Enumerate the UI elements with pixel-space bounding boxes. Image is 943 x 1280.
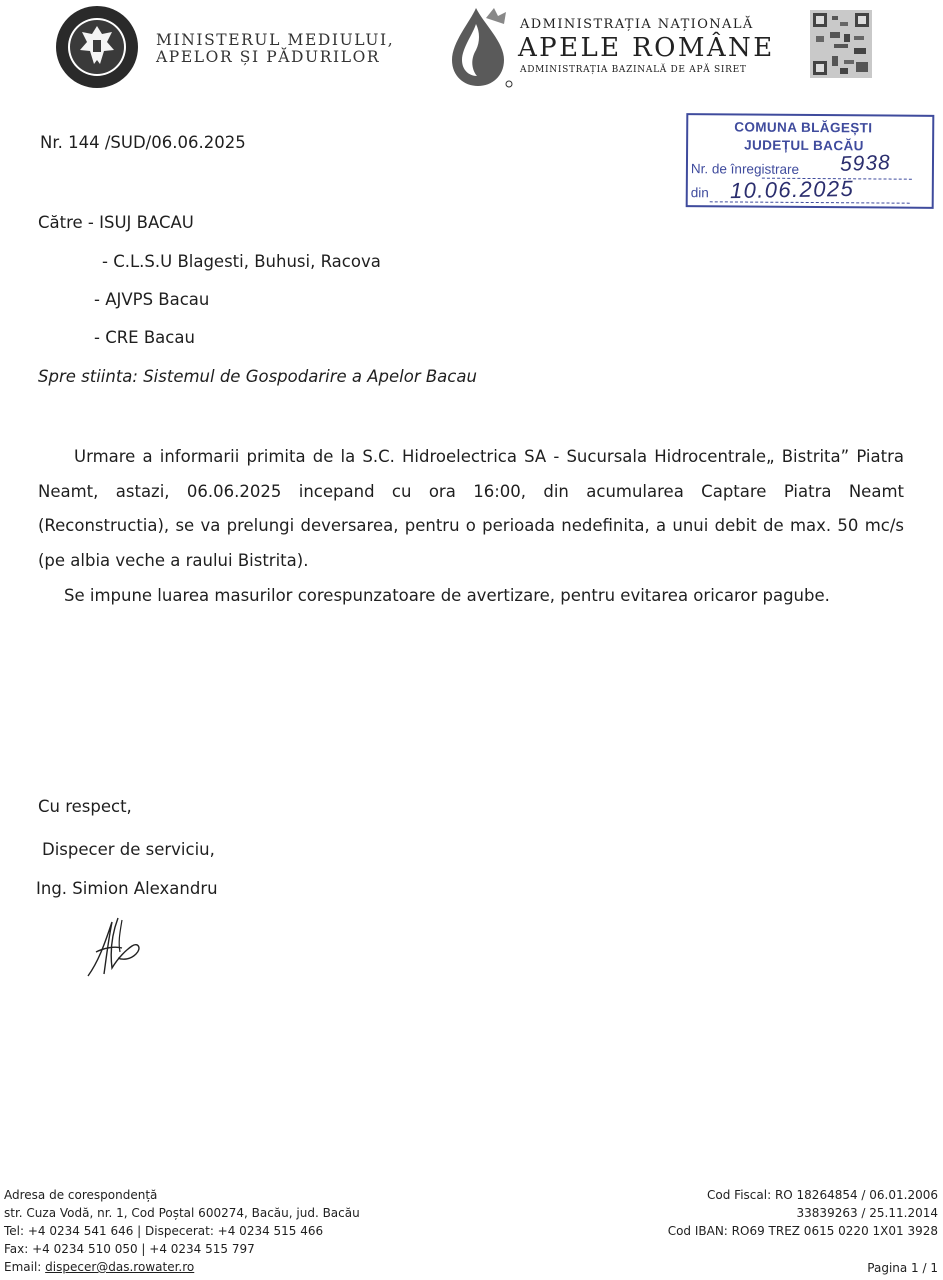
closing-salutation: Cu respect, [38, 797, 132, 816]
signature-icon [82, 912, 162, 982]
ministry-line-2: APELOR ȘI PĂDURILOR [156, 48, 381, 66]
footer-email-link[interactable]: dispecer@das.rowater.ro [45, 1260, 195, 1274]
footer-email-label: Email: [4, 1260, 46, 1274]
main-paragraph: Urmare a informarii primita de la S.C. Hidroelectrica SA - Sucursala Hidrocentrale„ Bistrita” Piatra Neamt, astazi, 06.06.2025 incepand cu ora 16:00, din acumularea Captare Piatra Neamt (Reconstructia), se va prelungi deversarea, pentru o perioada nedefinita, a unui debit de max. 50 mc/s (pe albia veche a raului Bistrita). [38, 447, 904, 570]
stamp-date-label: din [690, 185, 709, 201]
anar-title-line-2: APELE ROMÂNE [518, 33, 775, 63]
document-reference: Nr. 144 /SUD/06.06.2025 [40, 133, 246, 152]
recipient-line: - AJVPS Bacau [94, 290, 210, 309]
footer-phone: Tel: +4 0234 541 646 | Dispecerat: +4 0234 515 466 [4, 1224, 324, 1238]
stamp-commune: COMUNA BLĂGEȘTI [734, 119, 873, 136]
signer-role: Dispecer de serviciu, [42, 840, 215, 859]
stamp-registration-label: Nr. de înregistrare [690, 161, 800, 177]
ministry-line-1: MINISTERUL MEDIULUI, [156, 31, 395, 49]
footer-fiscal-code: Cod Fiscal: RO 18264854 / 06.01.2006 [707, 1188, 938, 1202]
anar-title-line-3: ADMINISTRAȚIA BAZINALĂ DE APĂ SIRET [520, 65, 747, 75]
qr-code-icon [810, 10, 872, 78]
page-number: Pagina 1 / 1 [867, 1261, 938, 1275]
recipient-line: - CRE Bacau [94, 328, 195, 347]
footer-address: str. Cuza Vodă, nr. 1, Cod Poștal 600274, Bacău, jud. Bacău [4, 1206, 360, 1220]
footer-email-line [4, 1258, 194, 1276]
government-seal-icon [54, 4, 140, 90]
recipient-line: Către - ISUJ BACAU [38, 213, 194, 232]
ministry-name [156, 32, 394, 66]
stamp-registration-date: 10.06.2025 [729, 175, 855, 204]
second-paragraph: Se impune luarea masurilor corespunzatoare de avertizare, pentru evitarea oricaror pagube. [64, 586, 830, 605]
footer-iban: Cod IBAN: RO69 TREZ 0615 0220 1X01 3928 [667, 1224, 938, 1238]
stamp-registration-number: 5938 [839, 151, 892, 176]
stamp-county: JUDEȚUL BACĂU [744, 137, 864, 154]
for-information-line: Spre stiinta: Sistemul de Gospodarire a Apelor Bacau [38, 367, 477, 386]
footer-fax: Fax: +4 0234 510 050 | +4 0234 515 797 [4, 1242, 255, 1256]
footer-address-label: Adresa de corespondență [4, 1188, 158, 1202]
anar-title-line-1: ADMINISTRAȚIA NAȚIONALĂ [520, 17, 754, 32]
signer-name: Ing. Simion Alexandru [36, 879, 218, 898]
footer-fiscal-code-2: 33839263 / 25.11.2014 [796, 1206, 938, 1220]
recipient-line: - C.L.S.U Blagesti, Buhusi, Racova [102, 252, 381, 271]
apele-romane-logo-icon [446, 4, 516, 90]
